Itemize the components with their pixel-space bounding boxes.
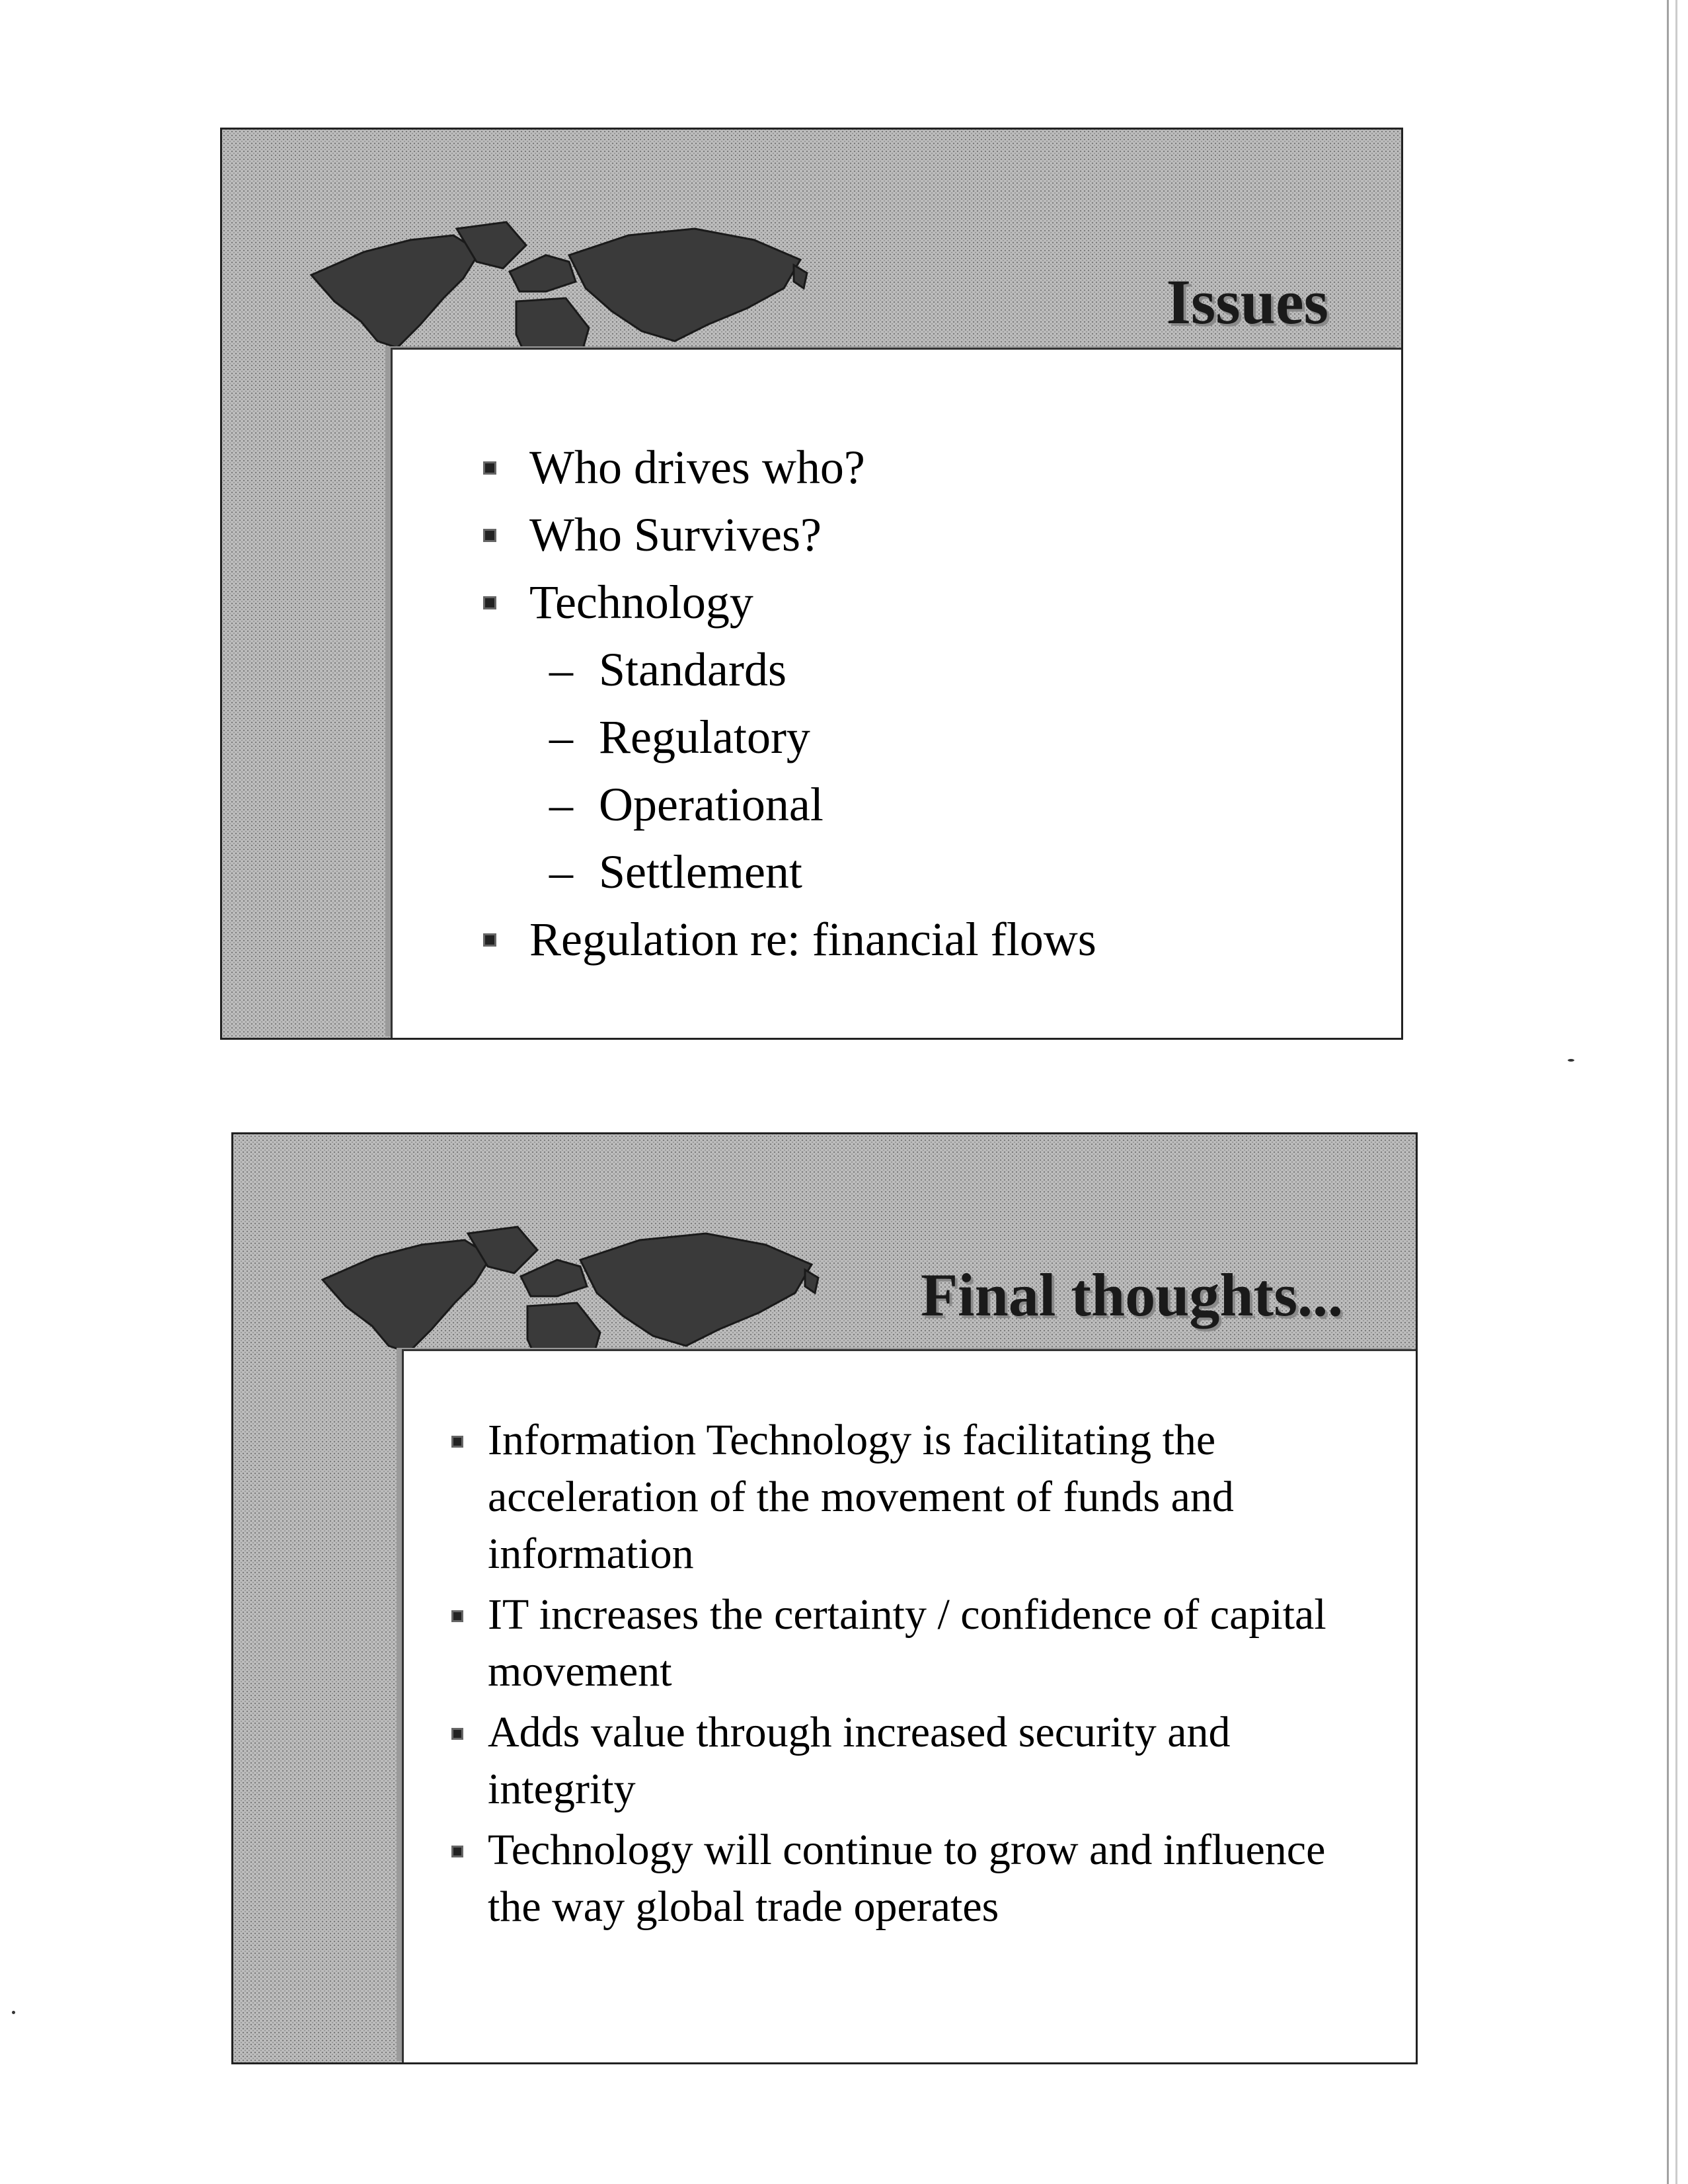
sub-bullet-item	[483, 636, 1096, 703]
sub-bullet-item	[483, 771, 1096, 838]
square-bullet-icon	[451, 1728, 463, 1740]
bullet-item	[483, 434, 1096, 501]
bullet-text: Who Survives?	[529, 508, 822, 561]
bullet-text: Settlement	[599, 845, 802, 898]
square-bullet-icon	[483, 529, 496, 542]
bullet-item	[483, 501, 1096, 568]
page-edge-line	[1675, 0, 1677, 2184]
square-bullet-icon	[483, 596, 496, 609]
bullet-list	[451, 1412, 1377, 1935]
dash-marker: –	[549, 845, 573, 898]
bullet-text: Information Technology is facilitating the acceleration of the movement of funds and information	[488, 1416, 1234, 1578]
bullet-text: Standards	[599, 643, 786, 696]
scan-speck	[12, 2011, 15, 2014]
bullet-text: Regulation re: financial flows	[529, 913, 1096, 966]
bullet-item	[451, 1412, 1377, 1582]
bullet-text: Technology will continue to grow and influence the way global trade operates	[488, 1826, 1326, 1931]
dash-marker: –	[549, 778, 573, 831]
bullet-item	[451, 1586, 1377, 1700]
bullet-text: Who drives who?	[529, 441, 865, 494]
slide-title: Final thoughts...	[920, 1261, 1343, 1329]
bullet-text: Regulatory	[599, 711, 810, 763]
dash-marker: –	[549, 711, 573, 763]
square-bullet-icon	[451, 1610, 463, 1622]
scan-speck	[1568, 1059, 1574, 1062]
slide-title: Issues	[1166, 266, 1328, 337]
bullet-text: IT increases the certainty / confidence of capital movement	[488, 1590, 1326, 1696]
bullet-text: Adds value through increased security and integrity	[488, 1708, 1231, 1813]
bullet-item	[451, 1704, 1377, 1818]
square-bullet-icon	[451, 1436, 463, 1448]
sub-bullet-item	[483, 838, 1096, 906]
sub-bullet-item	[483, 703, 1096, 771]
slide-final-thoughts	[231, 1132, 1418, 2064]
square-bullet-icon	[483, 461, 496, 475]
slide-issues	[220, 128, 1403, 1040]
bullet-item	[483, 568, 1096, 636]
bullet-item	[483, 906, 1096, 973]
page-edge-line	[1667, 0, 1669, 2184]
bullet-item	[451, 1822, 1377, 1935]
dash-marker: –	[549, 643, 573, 696]
bullet-text: Technology	[529, 576, 753, 629]
square-bullet-icon	[451, 1846, 463, 1857]
square-bullet-icon	[483, 933, 496, 947]
bullet-text: Operational	[599, 778, 824, 831]
bullet-list	[483, 434, 1096, 973]
